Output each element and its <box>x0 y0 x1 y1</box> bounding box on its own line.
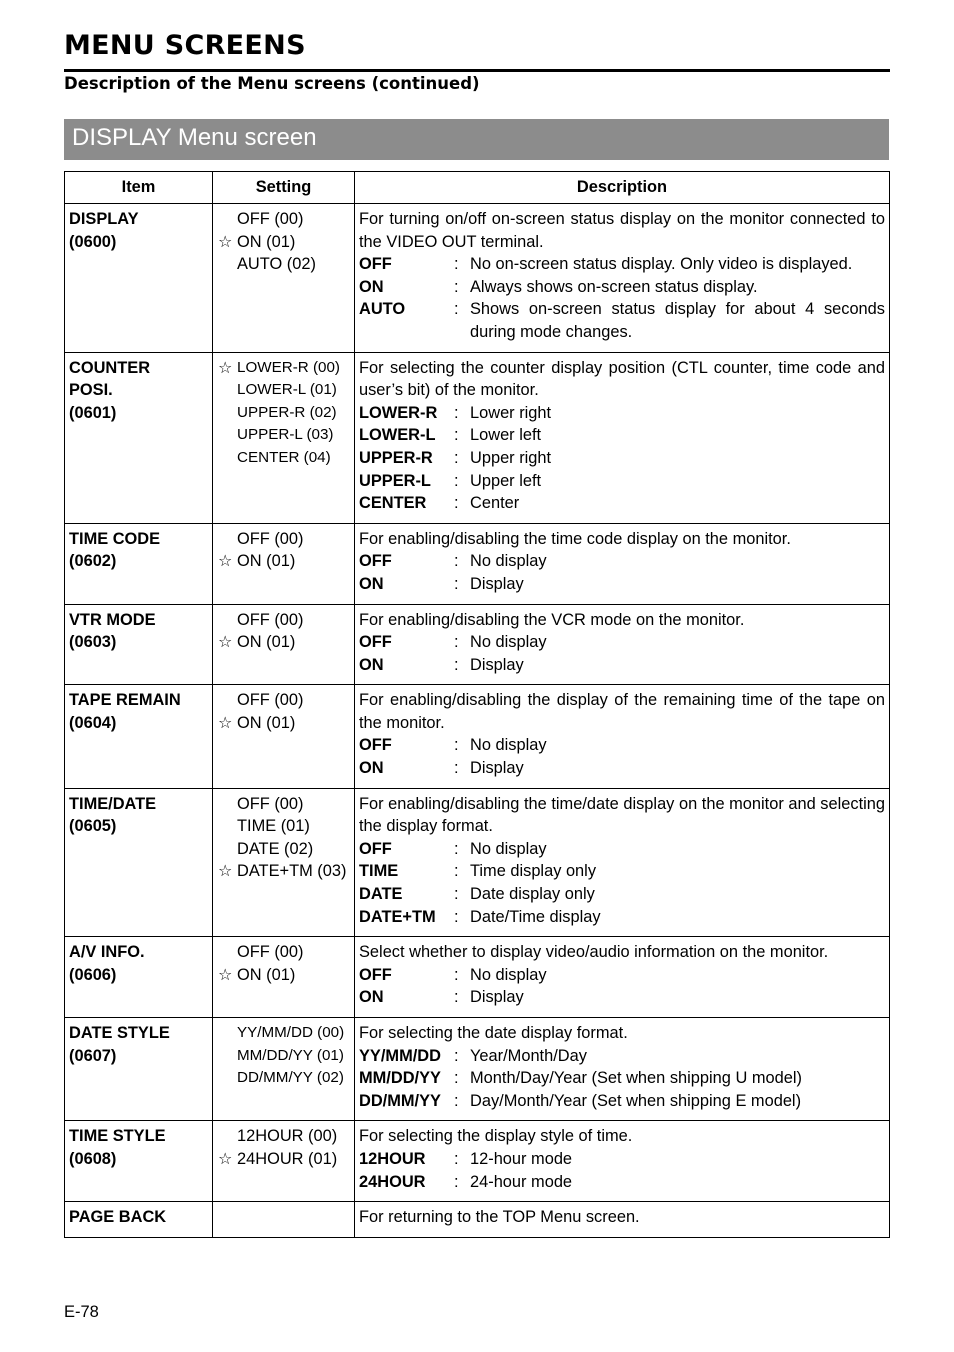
setting-value: OFF (00) <box>237 943 304 962</box>
table-row <box>65 685 890 788</box>
option-colon: : <box>454 403 459 422</box>
table-row <box>65 352 890 523</box>
option-colon: : <box>454 300 459 319</box>
item-name-line: (0608) <box>69 1149 117 1168</box>
setting-option <box>217 253 350 276</box>
setting-option <box>217 838 350 861</box>
option-colon: : <box>454 1069 459 1088</box>
item-cell <box>65 1121 213 1202</box>
option-colon: : <box>454 471 459 490</box>
item-name-line: (0606) <box>69 965 117 984</box>
option-key: ON <box>359 655 384 674</box>
item-name-line: POSI. <box>69 381 113 400</box>
option-row <box>359 734 885 757</box>
option-value: Upper right <box>470 448 552 467</box>
option-row <box>359 402 885 425</box>
description-cell <box>355 352 890 523</box>
setting-cell <box>213 1121 355 1202</box>
description-cell <box>355 1202 890 1238</box>
option-value: Date/Time display <box>470 907 601 926</box>
option-row <box>359 906 885 929</box>
item-cell <box>65 685 213 788</box>
option-key: DATE <box>359 885 403 904</box>
table-header-row <box>65 172 890 204</box>
description-cell <box>355 523 890 604</box>
item-name-line: PAGE BACK <box>69 1208 167 1227</box>
option-colon: : <box>454 759 459 778</box>
item-cell <box>65 1202 213 1238</box>
setting-option <box>217 609 350 632</box>
option-row <box>359 447 885 470</box>
option-key: ON <box>359 574 384 593</box>
setting-value: UPPER-R (02) <box>237 403 337 421</box>
option-key: MM/DD/YY <box>359 1069 441 1088</box>
description-cell <box>355 937 890 1018</box>
item-cell <box>65 937 213 1018</box>
setting-cell <box>213 788 355 937</box>
table-row <box>65 523 890 604</box>
item-name-line: (0602) <box>69 552 117 571</box>
option-colon: : <box>454 885 459 904</box>
item-name-line: VTR MODE <box>69 610 156 629</box>
option-row <box>359 1148 885 1171</box>
option-colon: : <box>454 1091 459 1110</box>
option-key: DATE+TM <box>359 907 436 926</box>
option-row <box>359 1090 885 1113</box>
option-value: 12-hour mode <box>470 1149 573 1168</box>
setting-value: TIME (01) <box>237 817 310 836</box>
option-colon: : <box>454 633 459 652</box>
star-icon: ☆ <box>218 712 233 732</box>
column-header-item: Item <box>65 172 213 204</box>
item-name-line: COUNTER <box>69 358 151 377</box>
setting-option <box>217 208 350 231</box>
description-text: For returning to the TOP Menu screen. <box>359 1208 640 1227</box>
option-value: Display <box>470 759 524 778</box>
option-value: Center <box>470 494 520 513</box>
option-key: UPPER-L <box>359 471 431 490</box>
setting-value: ON (01) <box>237 633 296 652</box>
setting-cell <box>213 685 355 788</box>
option-row <box>359 860 885 883</box>
setting-option <box>217 1022 350 1045</box>
setting-value: AUTO (02) <box>237 255 316 274</box>
page-subtitle: Description of the Menu screens (continued) <box>64 74 480 93</box>
option-colon: : <box>454 426 459 445</box>
option-colon: : <box>454 736 459 755</box>
table-row <box>65 788 890 937</box>
option-colon: : <box>454 655 459 674</box>
option-row <box>359 964 885 987</box>
option-value: Always shows on-screen status display. <box>470 277 758 296</box>
table-row <box>65 937 890 1018</box>
option-colon: : <box>454 255 459 274</box>
setting-value: ON (01) <box>237 713 296 732</box>
option-colon: : <box>454 907 459 926</box>
option-row <box>359 838 885 861</box>
option-key: TIME <box>359 862 399 881</box>
table-row <box>65 604 890 685</box>
setting-value: DATE+TM (03) <box>237 862 347 881</box>
setting-option <box>217 379 350 402</box>
option-row <box>359 470 885 493</box>
option-colon: : <box>454 862 459 881</box>
item-name-line: TIME STYLE <box>69 1127 166 1146</box>
option-colon: : <box>454 1046 459 1065</box>
setting-value: ON (01) <box>237 232 296 251</box>
option-row <box>359 298 885 343</box>
option-key: OFF <box>359 736 392 755</box>
setting-option <box>217 402 350 425</box>
table-row <box>65 204 890 353</box>
item-name-line: TIME/DATE <box>69 794 157 813</box>
description-cell <box>355 685 890 788</box>
setting-option <box>217 231 350 254</box>
description-cell <box>355 1018 890 1121</box>
description-text: For enabling/disabling the time code display on the monitor. <box>359 529 791 548</box>
item-name-line: (0605) <box>69 817 117 836</box>
option-row <box>359 550 885 573</box>
option-row <box>359 573 885 596</box>
option-row <box>359 276 885 299</box>
option-key: OFF <box>359 965 392 984</box>
option-row <box>359 1045 885 1068</box>
setting-value: LOWER-R (00) <box>237 358 340 376</box>
option-colon: : <box>454 988 459 1007</box>
option-value: No display <box>470 839 547 858</box>
title-rule <box>64 69 890 72</box>
setting-option <box>217 550 350 573</box>
setting-option <box>217 1067 350 1090</box>
item-name-line: DATE STYLE <box>69 1024 170 1042</box>
option-key: OFF <box>359 633 392 652</box>
setting-value: LOWER-L (01) <box>237 381 337 399</box>
option-key: CENTER <box>359 494 427 513</box>
setting-option <box>217 964 350 987</box>
setting-option <box>217 815 350 838</box>
option-value: Lower right <box>470 403 552 422</box>
option-key: AUTO <box>359 300 406 319</box>
setting-option <box>217 424 350 447</box>
item-name-line: (0607) <box>69 1046 117 1065</box>
setting-option <box>217 528 350 551</box>
item-cell <box>65 1018 213 1121</box>
column-header-setting: Setting <box>213 172 355 204</box>
option-key: OFF <box>359 255 392 274</box>
description-cell <box>355 604 890 685</box>
item-name-line: DISPLAY <box>69 210 139 228</box>
option-row <box>359 1067 885 1090</box>
option-key: OFF <box>359 552 392 571</box>
setting-option <box>217 447 350 470</box>
option-key: ON <box>359 759 384 778</box>
item-name-line: TAPE REMAIN <box>69 691 181 710</box>
option-value: Display <box>470 655 524 674</box>
option-value: 24-hour mode <box>470 1172 573 1191</box>
setting-value: 24HOUR (01) <box>237 1149 338 1168</box>
setting-value: ON (01) <box>237 965 296 984</box>
option-value: Year/Month/Day <box>470 1046 587 1065</box>
option-row <box>359 424 885 447</box>
star-icon: ☆ <box>218 231 233 251</box>
option-value: Display <box>470 988 524 1007</box>
description-text: For enabling/disabling the time/date display on the monitor and selecting the display format. <box>359 794 885 836</box>
option-key: UPPER-R <box>359 448 433 467</box>
setting-cell <box>213 1202 355 1238</box>
option-row <box>359 757 885 780</box>
star-icon: ☆ <box>218 964 233 984</box>
setting-value: ON (01) <box>237 552 296 571</box>
star-icon: ☆ <box>218 861 233 881</box>
option-key: LOWER-L <box>359 426 436 445</box>
description-text: For enabling/disabling the display of the remaining time of the tape on the monitor. <box>359 691 885 732</box>
page-title: MENU SCREENS <box>64 30 306 61</box>
option-key: YY/MM/DD <box>359 1046 441 1065</box>
description-text: For selecting the display style of time. <box>359 1127 633 1146</box>
table-row <box>65 1202 890 1238</box>
setting-option <box>217 631 350 654</box>
description-text: For enabling/disabling the VCR mode on the monitor. <box>359 610 745 629</box>
display-menu-table <box>64 171 890 1238</box>
item-name-line: A/V INFO. <box>69 943 145 962</box>
option-value: No display <box>470 552 547 571</box>
option-colon: : <box>454 839 459 858</box>
setting-value: OFF (00) <box>237 610 304 629</box>
option-key: 12HOUR <box>359 1149 426 1168</box>
star-icon: ☆ <box>218 1148 233 1168</box>
option-value: Month/Day/Year (Set when shipping U model) <box>470 1069 802 1088</box>
option-row <box>359 1171 885 1194</box>
option-colon: : <box>454 448 459 467</box>
option-key: DD/MM/YY <box>359 1091 441 1110</box>
option-value: No display <box>470 965 547 984</box>
option-value: No display <box>470 633 547 652</box>
item-name-line: (0600) <box>69 232 117 251</box>
star-icon: ☆ <box>218 357 233 377</box>
option-row <box>359 492 885 515</box>
page-number: E-78 <box>64 1303 99 1321</box>
option-key: ON <box>359 988 384 1007</box>
option-value: No display <box>470 736 547 755</box>
star-icon: ☆ <box>218 632 233 652</box>
setting-cell <box>213 937 355 1018</box>
description-text: For selecting the date display format. <box>359 1024 628 1042</box>
description-text: For turning on/off on-screen status display on the monitor connected to the VIDEO OUT terminal. <box>359 210 885 251</box>
option-colon: : <box>454 1149 459 1168</box>
setting-value: UPPER-L (03) <box>237 426 334 444</box>
option-key: 24HOUR <box>359 1172 426 1191</box>
setting-value: DD/MM/YY (02) <box>237 1069 344 1087</box>
setting-value: YY/MM/DD (00) <box>237 1024 345 1041</box>
option-value: Day/Month/Year (Set when shipping E model) <box>470 1091 802 1110</box>
item-cell <box>65 788 213 937</box>
table-body <box>65 204 890 1238</box>
item-name-line: (0604) <box>69 713 117 732</box>
setting-value: OFF (00) <box>237 794 304 813</box>
item-cell <box>65 604 213 685</box>
item-name-line: TIME CODE <box>69 529 161 548</box>
option-row <box>359 883 885 906</box>
setting-cell <box>213 352 355 523</box>
option-value: Time display only <box>470 862 597 881</box>
setting-option <box>217 357 350 380</box>
star-icon: ☆ <box>218 551 233 571</box>
option-value: Upper left <box>470 471 542 490</box>
setting-option <box>217 1045 350 1068</box>
setting-value: OFF (00) <box>237 210 304 228</box>
setting-option <box>217 941 350 964</box>
option-value: Display <box>470 574 524 593</box>
setting-cell <box>213 1018 355 1121</box>
setting-option <box>217 689 350 712</box>
setting-option <box>217 793 350 816</box>
setting-value: OFF (00) <box>237 529 304 548</box>
description-cell <box>355 788 890 937</box>
option-colon: : <box>454 552 459 571</box>
option-row <box>359 654 885 677</box>
option-value: No on-screen status display. Only video is displayed. <box>470 255 853 274</box>
setting-option <box>217 860 350 883</box>
description-cell <box>355 204 890 353</box>
option-colon: : <box>454 277 459 296</box>
option-colon: : <box>454 574 459 593</box>
option-colon: : <box>454 965 459 984</box>
option-value: Lower left <box>470 426 542 445</box>
table-row <box>65 1121 890 1202</box>
section-title: DISPLAY Menu screen <box>72 124 317 151</box>
column-header-description: Description <box>355 172 890 204</box>
table-row <box>65 1018 890 1121</box>
item-name-line: (0601) <box>69 403 117 422</box>
item-name-line: (0603) <box>69 633 117 652</box>
description-cell <box>355 1121 890 1202</box>
item-cell <box>65 523 213 604</box>
setting-cell <box>213 204 355 353</box>
setting-option <box>217 1125 350 1148</box>
item-cell <box>65 204 213 353</box>
setting-value: CENTER (04) <box>237 448 331 466</box>
setting-cell <box>213 604 355 685</box>
option-key: LOWER-R <box>359 403 438 422</box>
option-colon: : <box>454 494 459 513</box>
setting-value: 12HOUR (00) <box>237 1127 338 1146</box>
setting-option <box>217 1148 350 1171</box>
description-text: Select whether to display video/audio information on the monitor. <box>359 943 829 962</box>
setting-value: DATE (02) <box>237 839 314 858</box>
option-colon: : <box>454 1172 459 1191</box>
option-value: Date display only <box>470 885 595 904</box>
option-key: ON <box>359 277 384 296</box>
option-value: Shows on-screen status display for about 4 seconds during mode changes. <box>470 300 885 341</box>
description-text: For selecting the counter display position (CTL counter, time code and user’s bit) of the monitor. <box>359 358 885 400</box>
setting-option <box>217 712 350 735</box>
setting-cell <box>213 523 355 604</box>
option-row <box>359 631 885 654</box>
setting-value: MM/DD/YY (01) <box>237 1046 344 1064</box>
option-row <box>359 253 885 276</box>
section-header-bar <box>64 119 889 160</box>
option-key: OFF <box>359 839 392 858</box>
item-cell <box>65 352 213 523</box>
setting-value: OFF (00) <box>237 691 304 710</box>
option-row <box>359 986 885 1009</box>
